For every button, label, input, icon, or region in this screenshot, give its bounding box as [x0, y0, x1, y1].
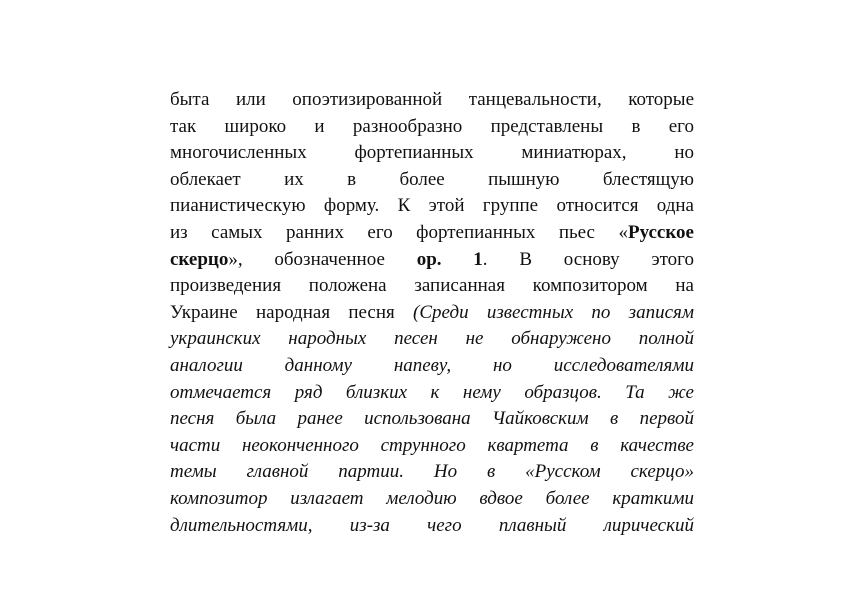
- text-line: [170, 486, 694, 513]
- text-line: [170, 406, 694, 433]
- plain-text: облекает их в более пышную блестящую: [170, 168, 694, 190]
- text-line: [170, 247, 694, 274]
- text-line: [170, 193, 694, 220]
- italic-text: (Среди известных по записям: [413, 301, 694, 323]
- bold-text: Русское: [627, 221, 694, 243]
- text-line: [170, 300, 694, 327]
- text-line: [170, 87, 694, 114]
- plain-text: многочисленных фортепианных миниатюрах, но: [170, 142, 694, 164]
- text-line: [170, 140, 694, 167]
- italic-text: отмечается ряд близких к нему образцов. Та же: [170, 381, 694, 403]
- plain-text: из самых ранних его фортепианных пьес «: [170, 221, 628, 243]
- italic-text: украинских народных песен не обнаружено полной: [170, 328, 694, 350]
- italic-text: аналогии данному напеву, но исследователями: [170, 354, 694, 376]
- plain-text: так широко и разнообразно представлены в его: [170, 115, 694, 137]
- text-line: [170, 459, 694, 486]
- bold-text: скерцо: [170, 248, 229, 270]
- text-line: [170, 380, 694, 407]
- text-line: [170, 114, 694, 141]
- plain-text: Украине народная песня: [170, 301, 414, 323]
- text-line: [170, 433, 694, 460]
- plain-text: . В основу этого: [482, 248, 694, 270]
- plain-text: произведения положена записанная композитором на: [170, 275, 694, 297]
- plain-text: », обозначенное: [228, 248, 417, 270]
- text-line: [170, 353, 694, 380]
- italic-text: части неоконченного струнного квартета в качестве: [170, 434, 694, 456]
- italic-text: темы главной партии. Но в «Русском скерцо»: [170, 461, 694, 483]
- plain-text: быта или опоэтизированной танцевальности, которые: [170, 89, 694, 110]
- italic-text: песня была ранее использована Чайковским в первой: [170, 408, 694, 430]
- text-line: [170, 513, 694, 540]
- plain-text: пианистическую форму. К этой группе относится одна: [170, 195, 694, 217]
- bold-text: ор. 1: [416, 248, 483, 270]
- italic-text: композитор излагает мелодию вдвое более краткими: [170, 487, 694, 509]
- text-line: [170, 273, 694, 300]
- text-line: [170, 220, 694, 247]
- body-paragraph: [170, 87, 694, 539]
- text-line: [170, 167, 694, 194]
- text-line: [170, 326, 694, 353]
- italic-text: длительностями, из-за чего плавный лирический: [170, 514, 694, 536]
